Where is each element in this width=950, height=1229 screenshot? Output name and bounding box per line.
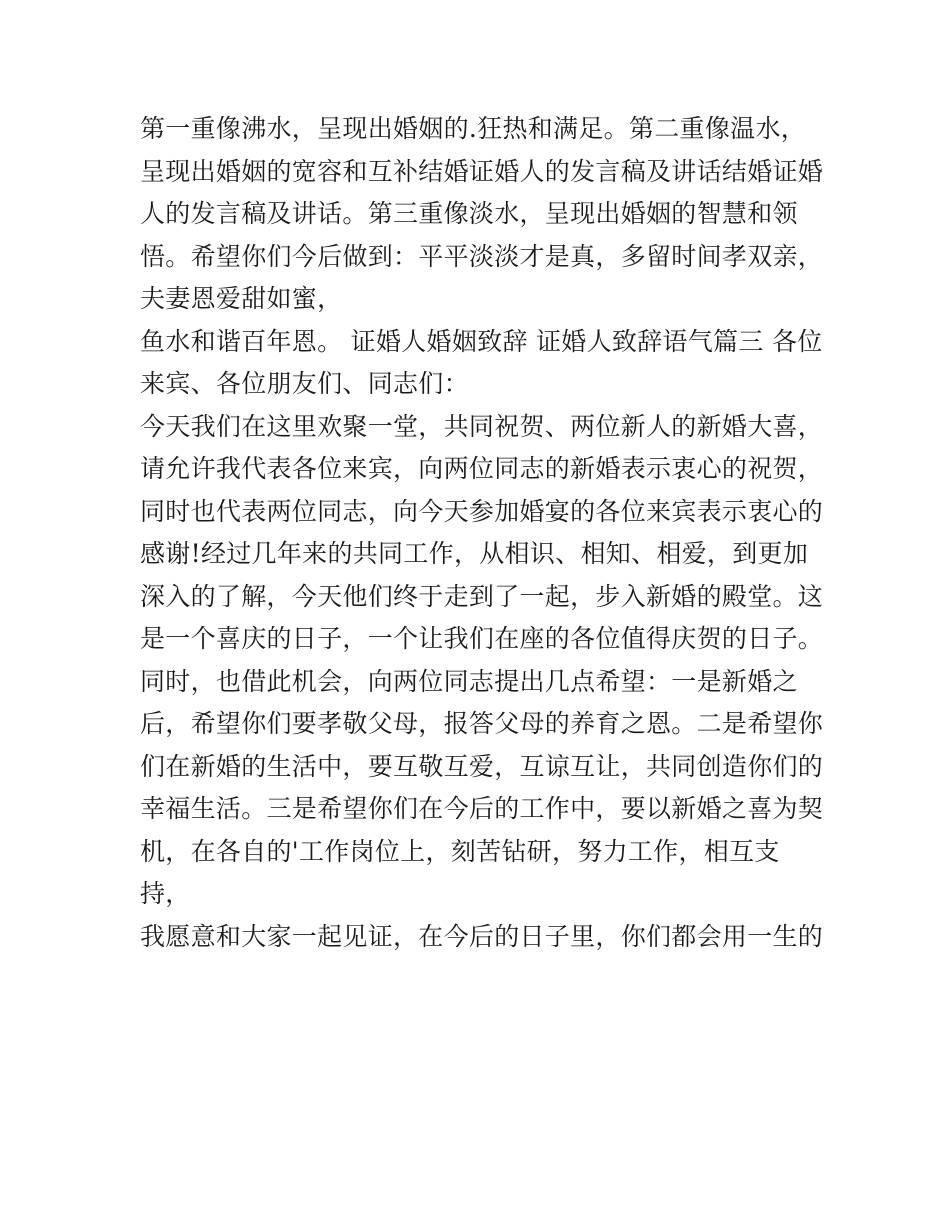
text-line: 呈现出婚姻的宽容和互补结婚证婚人的发言稿及讲话结婚证婚 xyxy=(140,156,824,186)
text-line: 来宾、各位朋友们、同志们： xyxy=(140,369,469,398)
text-line: 请允许我代表各位来宾，向两位同志的新婚表示衷心的祝贺， xyxy=(140,454,824,483)
text-line: 今天我们在这里欢聚一堂，共同祝贺、两位新人的新婚大喜， xyxy=(140,411,824,441)
text-line: 后，希望你们要孝敬父母，报答父母的养育之恩。二是希望你 xyxy=(140,709,824,738)
text-line: 幸福生活。三是希望你们在今后的工作中，要以新婚之喜为契 xyxy=(140,794,824,823)
text-line: 深入的了解，今天他们终于走到了一起，步入新婚的殿堂。这 xyxy=(140,581,824,611)
text-line: 第一重像沸水，呈现出婚姻的.狂热和满足。第二重像温水， xyxy=(140,114,807,143)
text-line: 是一个喜庆的日子，一个让我们在座的各位值得庆贺的日子。 xyxy=(140,624,824,653)
text-line: 持， xyxy=(140,879,191,908)
text-line: 人的发言稿及讲话。第三重像淡水，呈现出婚姻的智慧和领 xyxy=(140,199,798,228)
text-line: 同时也代表两位同志，向今天参加婚宴的各位来宾表示衷心的 xyxy=(140,496,824,526)
text-line: 同时，也借此机会，向两位同志提出几点希望：一是新婚之 xyxy=(140,666,798,696)
text-line: 悟。希望你们今后做到：平平淡淡才是真，多留时间孝双亲， xyxy=(140,241,824,271)
text-line: 机，在各自的'工作岗位上，刻苦钻研，努力工作，相互支 xyxy=(140,836,780,866)
text-line: 们在新婚的生活中，要互敬互爱，互谅互让，共同创造你们的 xyxy=(140,751,824,781)
text-line: 夫妻恩爱甜如蜜， xyxy=(140,284,343,313)
text-line: 鱼水和谐百年恩。 证婚人婚姻致辞 证婚人致辞语气篇三 各位 xyxy=(140,326,823,356)
text-line: 我愿意和大家一起见证，在今后的日子里，你们都会用一生的 xyxy=(140,921,824,951)
text-line: 感谢!经过几年来的共同工作，从相识、相知、相爱，到更加 xyxy=(140,539,809,568)
body-text xyxy=(140,108,824,958)
